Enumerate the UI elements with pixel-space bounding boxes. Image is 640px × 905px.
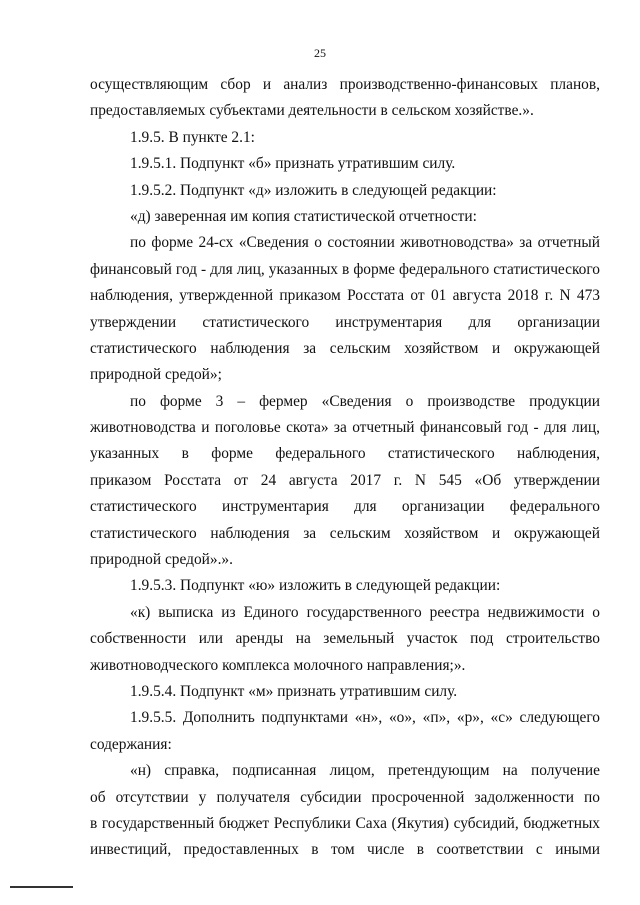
text-line: финансовый год - для лиц, указанных в форме федерального статистического <box>90 260 600 278</box>
text-line: инвестиций, предоставленных в том числе в соответствии с иными <box>90 841 600 859</box>
footer-rule <box>10 886 73 888</box>
text-line: «д) заверенная им копия статистической отчетности: <box>130 207 477 225</box>
text-line: 1.9.5.1. Подпункт «б» признать утратившим силу. <box>130 155 456 173</box>
text-line: 1.9.5.3. Подпункт «ю» изложить в следующей редакции: <box>130 577 501 595</box>
text-line: осуществляющим сбор и анализ производственно-финансовых планов, <box>90 76 600 93</box>
text-line: содержания: <box>90 735 172 753</box>
text-line: 1.9.5. В пункте 2.1: <box>130 128 255 146</box>
text-line: предоставляемых субъектами деятельности в сельском хозяйстве.». <box>90 102 534 120</box>
text-line: животноводческого комплекса молочного направления;». <box>90 656 466 674</box>
text-line: статистического наблюдения за сельским хозяйством и окружающей <box>90 524 600 542</box>
text-line: в государственный бюджет Республики Саха (Якутия) субсидий, бюджетных <box>90 814 600 832</box>
page-number: 25 <box>314 46 326 60</box>
document-body <box>90 72 600 864</box>
text-line: природной средой»; <box>90 366 222 384</box>
text-line: «н) справка, подписанная лицом, претендующим на получение <box>130 762 600 780</box>
text-line: природной средой».». <box>90 551 233 569</box>
text-line: животноводства и поголовье скота» за отчетный финансовый год - для лиц, <box>90 419 600 437</box>
text-line: 1.9.5.2. Подпункт «д» изложить в следующей редакции: <box>130 181 497 199</box>
text-line: статистического инструментария для организации федерального <box>90 498 600 516</box>
text-line: 1.9.5.4. Подпункт «м» признать утратившим силу. <box>130 682 458 700</box>
text-line: приказом Росстата от 24 августа 2017 г. N 545 «Об утверждении <box>90 471 600 489</box>
text-line: «к) выписка из Единого государственного реестра недвижимости о <box>130 603 600 621</box>
text-line: указанных в форме федерального статистического наблюдения, <box>90 445 600 463</box>
text-line: по форме 24-сх «Сведения о состоянии животноводства» за отчетный <box>130 234 600 252</box>
text-line: по форме 3 – фермер «Сведения о производстве продукции <box>130 392 600 410</box>
text-line: 1.9.5.5. Дополнить подпунктами «н», «о», «п», «р», «с» следующего <box>130 709 600 727</box>
text-line: наблюдения, утвержденной приказом Росстата от 01 августа 2018 г. N 473 <box>90 287 600 305</box>
text-line: утверждении статистического инструментария для организации <box>90 313 600 331</box>
text-line: собственности или аренды на земельный участок под строительство <box>90 630 600 648</box>
text-line: статистического наблюдения за сельским хозяйством и окружающей <box>90 339 600 357</box>
text-line: об отсутствии у получателя субсидии просроченной задолженности по <box>90 788 600 806</box>
